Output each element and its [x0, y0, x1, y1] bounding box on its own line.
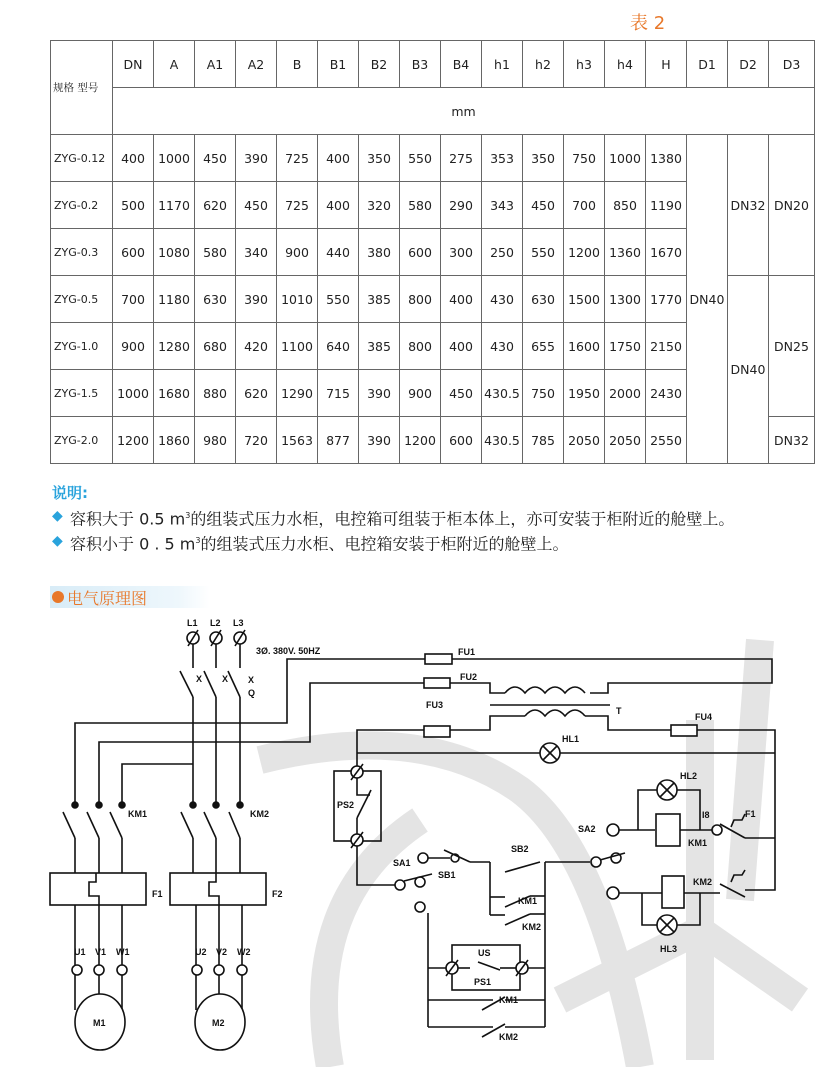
value-cell: 400 — [441, 276, 482, 323]
model-cell: ZYG-1.0 — [51, 323, 113, 370]
value-cell: 1010 — [277, 276, 318, 323]
circuit-diagram — [0, 600, 830, 1067]
motor-m2 — [192, 905, 247, 1050]
value-cell: 450 — [523, 182, 564, 229]
value-cell: 500 — [113, 182, 154, 229]
value-cell: 2150 — [646, 323, 687, 370]
lamp-hl2 — [657, 780, 677, 800]
value-cell: 1280 — [154, 323, 195, 370]
value-cell: 353 — [482, 135, 523, 182]
model-cell: ZYG-0.3 — [51, 229, 113, 276]
value-cell: 343 — [482, 182, 523, 229]
label-t: T — [616, 706, 622, 716]
label-km1-coil: KM1 — [688, 838, 708, 848]
value-cell: 1360 — [605, 229, 646, 276]
main-switch-q — [180, 671, 240, 805]
coil-km1 — [656, 814, 680, 846]
coil-km2 — [662, 876, 684, 908]
value-cell: 1500 — [564, 276, 605, 323]
unit-label: mm — [113, 88, 815, 135]
value-cell: 350 — [523, 135, 564, 182]
value-cell: 390 — [359, 370, 400, 417]
label-m2: M2 — [212, 1018, 225, 1028]
value-cell: 680 — [195, 323, 236, 370]
value-cell: 720 — [236, 417, 277, 464]
value-cell: 1170 — [154, 182, 195, 229]
value-cell: 880 — [195, 370, 236, 417]
value-cell: 725 — [277, 135, 318, 182]
label-u1: U1 — [74, 947, 86, 957]
value-cell: 430.5 — [482, 370, 523, 417]
value-cell: 380 — [359, 229, 400, 276]
spec-table — [50, 40, 815, 464]
value-cell: 600 — [441, 417, 482, 464]
value-cell: 600 — [113, 229, 154, 276]
model-cell: ZYG-1.5 — [51, 370, 113, 417]
value-cell: 980 — [195, 417, 236, 464]
value-cell: 620 — [195, 182, 236, 229]
value-cell: 1000 — [605, 135, 646, 182]
label-x: X — [248, 675, 255, 685]
d2-cell: DN32 — [728, 135, 769, 276]
value-cell: 1000 — [154, 135, 195, 182]
lamp-hl3 — [657, 915, 677, 935]
value-cell: 1000 — [113, 370, 154, 417]
unit-row — [51, 88, 815, 135]
value-cell: 715 — [318, 370, 359, 417]
value-cell: 275 — [441, 135, 482, 182]
label-supply: 3Ø. 380V. 50HZ — [256, 646, 321, 656]
value-cell: 400 — [441, 323, 482, 370]
label-km2-contact: KM2 — [522, 922, 542, 932]
fuses — [424, 654, 697, 737]
note-item: ◆ 容积大于 0.5 $m^3$的组装式压力水柜，电控箱可组装于柜本体上，亦可安装于柜附近的舱壁上。 — [52, 505, 734, 531]
column-header: DN — [113, 41, 154, 88]
table-row — [51, 135, 815, 182]
column-header: B — [277, 41, 318, 88]
value-cell: 600 — [400, 229, 441, 276]
transformer-t — [450, 687, 671, 730]
value-cell: 390 — [359, 417, 400, 464]
label-x: X — [222, 674, 229, 684]
label-sa2: SA2 — [578, 824, 596, 834]
value-cell: 620 — [236, 370, 277, 417]
value-cell: 900 — [400, 370, 441, 417]
value-cell: 1300 — [605, 276, 646, 323]
label-km1-contact: KM1 — [518, 896, 538, 906]
value-cell: 785 — [523, 417, 564, 464]
column-header: D3 — [769, 41, 815, 88]
value-cell: 700 — [113, 276, 154, 323]
value-cell: 700 — [564, 182, 605, 229]
value-cell: 1080 — [154, 229, 195, 276]
label-w1: W1 — [116, 947, 130, 957]
value-cell: 400 — [318, 135, 359, 182]
motor-m1 — [72, 905, 127, 1050]
value-cell: 1670 — [646, 229, 687, 276]
value-cell: 385 — [359, 276, 400, 323]
column-header: D1 — [687, 41, 728, 88]
value-cell: 1200 — [113, 417, 154, 464]
value-cell: 800 — [400, 276, 441, 323]
value-cell: 450 — [441, 370, 482, 417]
label-fu1: FU1 — [458, 647, 476, 657]
contactor-km1 — [63, 802, 125, 873]
label-x: X — [196, 674, 203, 684]
label-km2: KM2 — [250, 809, 270, 819]
value-cell: 630 — [195, 276, 236, 323]
label-l1: L1 — [187, 618, 198, 628]
header-row — [51, 41, 815, 88]
label-ps2: PS2 — [337, 800, 355, 810]
value-cell: 630 — [523, 276, 564, 323]
value-cell: 655 — [523, 323, 564, 370]
value-cell: 750 — [564, 135, 605, 182]
value-cell: 350 — [359, 135, 400, 182]
value-cell: 1750 — [605, 323, 646, 370]
label-hl2: HL2 — [680, 771, 698, 781]
column-header: B1 — [318, 41, 359, 88]
label-w2: W2 — [237, 947, 251, 957]
value-cell: 440 — [318, 229, 359, 276]
value-cell: 1190 — [646, 182, 687, 229]
value-cell: 2050 — [605, 417, 646, 464]
value-cell: 430.5 — [482, 417, 523, 464]
label-fu2: FU2 — [460, 672, 478, 682]
diamond-icon: ◆ — [52, 533, 63, 550]
notes — [52, 482, 734, 556]
value-cell: 400 — [318, 182, 359, 229]
model-cell: ZYG-0.12 — [51, 135, 113, 182]
value-cell: 430 — [482, 276, 523, 323]
column-header: H — [646, 41, 687, 88]
value-cell: 550 — [523, 229, 564, 276]
value-cell: 550 — [318, 276, 359, 323]
notes-title: 说明: — [52, 484, 88, 502]
value-cell: 1180 — [154, 276, 195, 323]
label-l3: L3 — [233, 618, 244, 628]
watermark — [260, 640, 800, 1067]
column-header: h3 — [564, 41, 605, 88]
d3-cell: DN20 — [769, 135, 815, 276]
column-header: h2 — [523, 41, 564, 88]
label-sa1: SA1 — [393, 858, 411, 868]
d1-cell: DN40 — [687, 135, 728, 464]
value-cell: 2550 — [646, 417, 687, 464]
overload-relay-f2 — [170, 873, 266, 905]
value-cell: 580 — [400, 182, 441, 229]
label-km1: KM1 — [128, 809, 148, 819]
column-header: B3 — [400, 41, 441, 88]
label-km2-contact: KM2 — [499, 1032, 519, 1042]
value-cell: 900 — [277, 229, 318, 276]
value-cell: 400 — [113, 135, 154, 182]
column-header: B2 — [359, 41, 400, 88]
label-sb1: SB1 — [438, 870, 456, 880]
value-cell: 850 — [605, 182, 646, 229]
diamond-icon: ◆ — [52, 507, 63, 524]
column-header: B4 — [441, 41, 482, 88]
label-fu4: FU4 — [695, 712, 713, 722]
value-cell: 300 — [441, 229, 482, 276]
value-cell: 1100 — [277, 323, 318, 370]
note-item: ◆ 容积小于 0 . 5 $m^3$的组装式压力水柜、电控箱安装于柜附近的舱壁上。 — [52, 530, 734, 556]
value-cell: 550 — [400, 135, 441, 182]
overload-relay-f1 — [50, 873, 146, 905]
label-m1: M1 — [93, 1018, 106, 1028]
value-cell: 1380 — [646, 135, 687, 182]
column-header: D2 — [728, 41, 769, 88]
lamp-hl1 — [540, 743, 560, 763]
value-cell: 2050 — [564, 417, 605, 464]
value-cell: 750 — [523, 370, 564, 417]
model-cell: ZYG-2.0 — [51, 417, 113, 464]
label-f1: F1 — [152, 889, 163, 899]
label-l2: L2 — [210, 618, 221, 628]
value-cell: 800 — [400, 323, 441, 370]
value-cell: 2000 — [605, 370, 646, 417]
label-fu3: FU3 — [426, 700, 444, 710]
contactor-km2 — [181, 802, 243, 873]
value-cell: 877 — [318, 417, 359, 464]
value-cell: 2430 — [646, 370, 687, 417]
column-header: A2 — [236, 41, 277, 88]
column-header: A — [154, 41, 195, 88]
value-cell: 1290 — [277, 370, 318, 417]
model-cell: ZYG-0.5 — [51, 276, 113, 323]
label-hl3: HL3 — [660, 944, 678, 954]
label-v1: V1 — [95, 947, 107, 957]
label-hl1: HL1 — [562, 734, 580, 744]
value-cell: 640 — [318, 323, 359, 370]
value-cell: 580 — [195, 229, 236, 276]
label-sb2: SB2 — [511, 844, 529, 854]
column-header: A1 — [195, 41, 236, 88]
value-cell: 320 — [359, 182, 400, 229]
label-v2: V2 — [216, 947, 228, 957]
value-cell: 1563 — [277, 417, 318, 464]
value-cell: 250 — [482, 229, 523, 276]
d3-cell: DN25 — [769, 276, 815, 417]
label-f2: F2 — [272, 889, 283, 899]
label-f1-contact: F1 — [745, 809, 756, 819]
value-cell: 385 — [359, 323, 400, 370]
value-cell: 725 — [277, 182, 318, 229]
value-cell: 340 — [236, 229, 277, 276]
value-cell: 1200 — [400, 417, 441, 464]
table-caption: 表 2 — [630, 13, 666, 34]
value-cell: 1770 — [646, 276, 687, 323]
value-cell: 390 — [236, 276, 277, 323]
value-cell: 1950 — [564, 370, 605, 417]
value-cell: 1600 — [564, 323, 605, 370]
value-cell: 420 — [236, 323, 277, 370]
label-km1-contact: KM1 — [499, 995, 519, 1005]
value-cell: 450 — [236, 182, 277, 229]
label-us: US — [478, 948, 491, 958]
supply-terminals — [187, 630, 246, 668]
value-cell: 900 — [113, 323, 154, 370]
value-cell: 390 — [236, 135, 277, 182]
value-cell: 290 — [441, 182, 482, 229]
d2-cell: DN40 — [728, 276, 769, 464]
label-q: Q — [248, 688, 256, 698]
model-cell: ZYG-0.2 — [51, 182, 113, 229]
d3-cell: DN32 — [769, 417, 815, 464]
section-title: 电气原理图 — [67, 589, 148, 608]
label-i8: I8 — [702, 810, 710, 820]
corner-header: 规格 型号 — [51, 41, 113, 135]
value-cell: 1860 — [154, 417, 195, 464]
label-ps1: PS1 — [474, 977, 492, 987]
label-u2: U2 — [195, 947, 207, 957]
value-cell: 450 — [195, 135, 236, 182]
column-header: h1 — [482, 41, 523, 88]
value-cell: 430 — [482, 323, 523, 370]
label-km2-coil: KM2 — [693, 877, 713, 887]
value-cell: 1680 — [154, 370, 195, 417]
column-header: h4 — [605, 41, 646, 88]
value-cell: 1200 — [564, 229, 605, 276]
